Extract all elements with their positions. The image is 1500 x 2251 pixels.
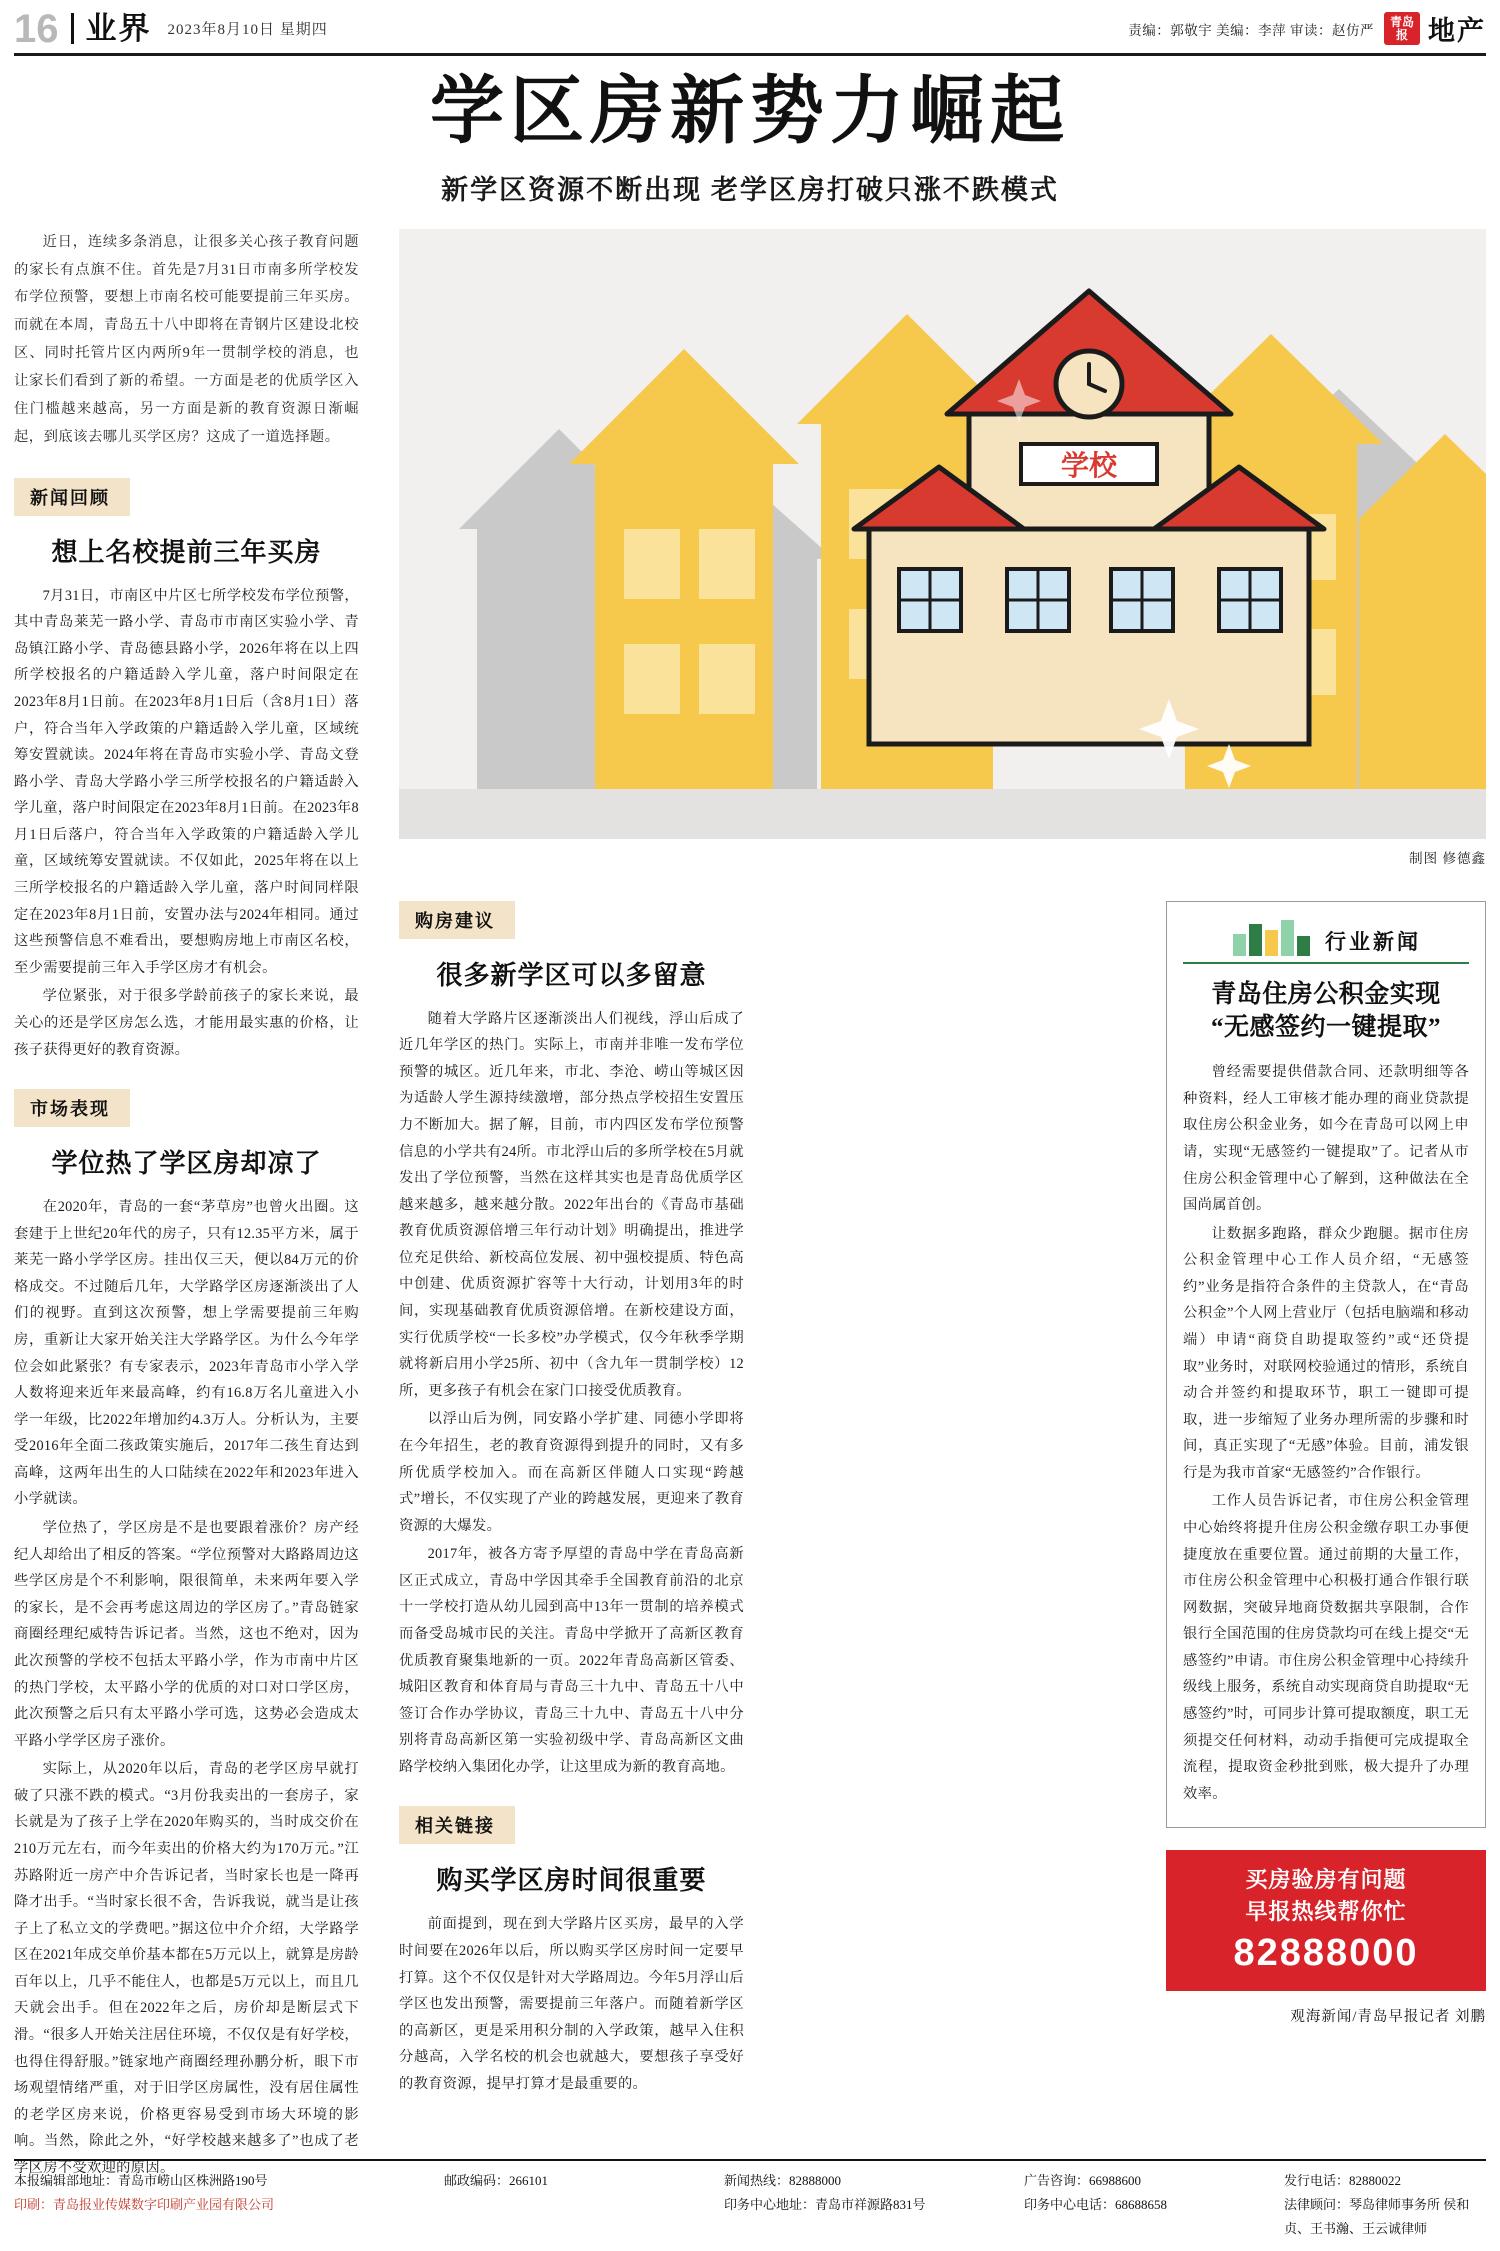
paragraph: 以浮山后为例，同安路小学扩建、同德小学即将在今年招生，老的教育资源得到提升的同时，又有多所优质学校加入。而在高新区伴随人口实现“跨越式”增长，不仅实现了产业的跨越发展，更迎来了教育资源的大爆发。 xyxy=(399,1411,744,1534)
article-byline: 观海新闻/青岛早报记者 刘鹏 xyxy=(1290,2009,1486,2026)
hotline-banner[interactable] xyxy=(1166,1850,1486,1991)
footer-legal-counsel: 法律顾问：琴岛律师事务所 侯和贞、王书瀚、王云诚律师 xyxy=(1284,2196,1470,2236)
section-tag-news-review: 新闻回顾 xyxy=(14,478,130,516)
footer-postal-code: 邮政编码：266101 xyxy=(444,2172,549,2188)
paragraph: 曾经需要提供借款合同、还款明细等各种资料，经人工审核才能办理的商业贷款提取住房公积金业务，如今在青岛可以网上申请，实现“无感签约一键提取”了。记者从市住房公积金管理中心了解到，这种做法在全国尚属首创。 xyxy=(1183,1064,1469,1214)
footer-distribution-phone: 发行电话：82880022 xyxy=(1284,2172,1402,2188)
footer-spacer xyxy=(444,2193,724,2241)
paragraph: 随着大学路片区逐渐淡出人们视线，浮山后成了近几年学区的热门。实际上，市南并非唯一发布学位预警的城区。近几年来，市北、李沧、崂山等城区因为适龄人学生源持续激增，部分热点学校招生安置压力不断加大。据了解，目前，市内四区发布学位预警信息的小学共有24所。市北浮山后的多所学校在5月就发出了学位预警，当然在这样其实也是青岛优质学区越来越多，越来越分散。2022年出台的《青岛市基础教育优质资源倍增三年行动计划》明确提出，推进学位充足供给、新校高位发展、初中强校提质、特色高中创建、优质资源扩容等十大行动，计划用3年的时间，实现基础教育优质资源倍增。在新校建设方面，实行优质学校“一长多校”办学模式，仅今年秋季学期就将新启用小学25所、初中（含九年一贯制学校）12所，更多孩子有机会在家门口接受优质教育。 xyxy=(399,1010,744,1399)
column-2 xyxy=(399,901,744,2100)
section-title-buying-advice: 很多新学区可以多留意 xyxy=(436,960,707,990)
paragraph: 前面提到，现在到大学路片区买房，最早的入学时间要在2026年以后，所以购买学区房时间一定要早打算。这个不仅仅是针对大学路周边。今年5月浮山后学区也发出预警，需要提前三年落户。而随着新学区的高新区，更是采用积分制的入学政策，越早入住积分越高，入学名校的机会也就越大，要想孩子享受好的教育资源，提早打算才是最重要的。 xyxy=(399,1916,744,2092)
city-skyline-icon xyxy=(1231,916,1317,956)
paragraph: 工作人员告诉记者，市住房公积金管理中心始终将提升住房公积金缴存职工办事便捷度放在重要位置。通过前期的大量工作，市住房公积金管理中心积极打通合作银行联网数据，突破异地商贷数据共享限制，合作银行全国范围的住房贷款均可在线上提交“无感签约”申请。市住房公积金管理中心持续升级线上服务，系统自动实现商贷自助提取“无感签约”时，可同步计算可提取额度，职工无须提交任何材料，动动手指便可完成提取全流程，提取资金秒批到账，极大提升了办理效率。 xyxy=(1183,1493,1469,1802)
column-1 xyxy=(14,229,359,2184)
issue-date: 2023年8月10日 星期四 xyxy=(167,22,328,38)
footer-printer: 印刷：青岛报业传媒数字印刷产业园有限公司 xyxy=(14,2196,275,2212)
logo-line-1: 青岛 xyxy=(1389,14,1414,29)
article-lead: 近日，连续多条消息，让很多关心孩子教育问题的家长有点旗不住。首先是7月31日市南多所学校发布学位预警，要想上市南名校可能要提前三年买房。而就在本周，青岛五十八中即将在青钢片区建设北校区、同时托管片区内两所9年一贯制学校的消息，也让家长们看到了新的希望。一方面是老的优质学区入住门槛越来越高，另一方面是新的教育资源日渐崛起，到底该去哪儿买学区房？这成了一道选择题。 xyxy=(14,233,359,445)
hotline-line-2: 早报热线帮你忙 xyxy=(1245,1899,1407,1925)
paragraph: 在2020年，青岛的一套“茅草房”也曾火出圈。这套建于上世纪20年代的房子，只有12.35平方米，属于莱芜一路小学学区房。挂出仅三天，便以84万元的价格成交。不过随后几年，大学路学区房逐渐淡出了人们的视野。直到这次预警，想上学需要提前三年购房，重新让大家开始关注大学路学区。为什么今年学位会如此紧张？有专家表示，2023年青岛市小学入学人数将迎来近年来最高峰，约有16.8万名儿童进入小学一年级，比2022年增加约4.3万人。分析认为，主要受2016年全面二孩政策实施后，2017年二孩生育达到高峰，这两年出生的人口陆续在2022年和2023年进入小学就读。 xyxy=(14,1199,359,1508)
brand-subsection: 地产 xyxy=(1428,16,1486,46)
hotline-line-1: 买房验房有问题 xyxy=(1245,1867,1407,1893)
illustration-credit: 制图 修德鑫 xyxy=(1409,850,1486,866)
industry-news-header xyxy=(1183,916,1469,964)
newspaper-logo-icon xyxy=(1384,12,1420,45)
sidebar-title-line-2: “无感签约一键提取” xyxy=(1210,1014,1441,1042)
page-subtitle: 新学区资源不断出现 老学区房打破只涨不跌模式 xyxy=(441,174,1059,205)
footer-print-center-phone: 印务中心电话：68688658 xyxy=(1024,2196,1168,2212)
paragraph: 7月31日，市南区中片区七所学校发布学位预警，其中青岛莱芜一路小学、青岛市市南区实验小学、青岛镇江路小学、青岛德县路小学，2026年将在以上四所学校报名的户籍适龄入学儿童，落户时间限定在2023年8月1日前。在2023年8月1日后（含8月1日）落户，符合当年入学政策的户籍适龄入学儿童，区域统筹安置就读。2024年将在青岛市实验小学、青岛文登路小学、青岛大学路小学三所学校报名的户籍适龄入学儿童，落户时间限定在2023年8月1日前。在2023年8月1日后落户，符合当年入学政策的户籍适龄入学儿童，区域统筹安置就读。不仅如此，2025年将在以上三所学校报名的户籍适龄入学儿童，落户时间同样限定在2023年8月1日前，安置办法与2024年相同。通过这些预警信息不难看出，要想购房地上市南区名校，至少需要提前三年入手学区房才有机会。 xyxy=(14,587,359,976)
illustration-block xyxy=(399,229,1486,867)
footer-editorial-address: 本报编辑部地址：青岛市崂山区株洲路190号 xyxy=(14,2172,268,2188)
industry-news-label: 行业新闻 xyxy=(1325,929,1421,954)
paragraph: 实际上，从2020年以后，青岛的老学区房早就打破了只涨不跌的模式。“3月份我卖出的一套房子，家长就是为了孩子上学在2020年购买的，当时成交价在210万元左右，而今年卖出的价格大约为170万元。”江苏路附近一房产中介告诉记者，当时家长也是一降再降才出手。“当时家长很不舍，告诉我说，就当是让孩子上了私立文的学费吧。”据这位中介介绍，大学路学区在2021年成交单价基本都在5万元以上，就算是房龄百年以上，几乎不能住人，也都是5万元以上，而且几天就会出手。但在2022年之后，房价却是断层式下滑。“很多人开始关注居住环境，不仅仅是有好学校，也得住得舒服。”链家地产商圈经理孙鹏分析，眼下市场观望情绪严重，对于旧学区房属性，没有居住属性的老学区房来说，价格更容易受到市场大环境的影响。当然，除此之外，“好学校越来越多了”也成了老学区房不受欢迎的原因。 xyxy=(14,1761,359,2176)
paragraph: 学位紧张，对于很多学龄前孩子的家长来说，最关心的还是学区房怎么选，才能用最实惠的价格，让孩子获得更好的教育资源。 xyxy=(14,988,359,1058)
footer-row-1 xyxy=(14,2169,1486,2193)
section-title-related-link: 购买学区房时间很重要 xyxy=(436,1866,707,1896)
column-4-sidebar xyxy=(1166,901,1486,2026)
logo-line-2: 报 xyxy=(1395,27,1408,42)
school-illustration xyxy=(399,229,1486,839)
paragraph: 学位热了，学区房是不是也要跟着涨价？房产经纪人却给出了相反的答案。“学位预警对大路路周边这些学区房是个不利影响，限很简单，未来两年要入学的家长，是不会再考虑这周边的学区房了。”青岛链家商圈经理纪威特告诉记者。当然，这也不绝对，因为此次预警的学校不包括太平路小学，作为市南中片区的热门学校，太平路小学的优质的对口对口学区房，此次预警之后只有太平路小学可选，这势必会造成太平路小学学区房子涨价。 xyxy=(14,1520,359,1749)
article-body xyxy=(14,229,1486,2176)
footer-ad-inquiry: 广告咨询：66988600 xyxy=(1024,2172,1142,2188)
paragraph: 2017年，被各方寄予厚望的青岛中学在青岛高新区正式成立，青岛中学因其牵手全国教育前沿的北京十一学校打造从幼儿园到高中13年一贯制的培养模式而备受岛城市民的关注。青岛中学掀开了高新区教育优质教育聚集地新的一页。2022年青岛高新区管委、城阳区教育和体育局与青岛三十九中、青岛五十八中签订合作办学协议，青岛三十九中、青岛五十八中分别将青岛高新区第一实验初级中学、青岛高新区文曲路学校纳入集团化办学，让这里成为新的教育高地。 xyxy=(399,1546,744,1775)
paragraph: 让数据多跑路，群众少跑腿。据市住房公积金管理中心工作人员介绍，“无感签约”业务是指符合条件的主贷款人，在“青岛公积金”个人网上营业厅（包括电脑端和移动端）申请“商贷自助提取签约”或“还贷提取”业务时，对联网校验通过的情形，系统自动合并签约和提取环节，职工一键即可提取，进一步缩短了业务办理所需的步骤和时间，真正实现了“无感”体验。目前，浦发银行是为我市首家“无感签约”合作银行。 xyxy=(1183,1225,1469,1481)
footer-print-center-address: 印务中心地址：青岛市祥源路831号 xyxy=(724,2196,926,2212)
school-sign-text: 学校 xyxy=(1060,450,1118,482)
headline-block xyxy=(0,71,1500,207)
section-name: 业界 xyxy=(71,13,152,44)
page-title: 学区房新势力崛起 xyxy=(430,71,1070,153)
editorial-credits: 责编：郭敬宇 美编：李萍 审读：赵仿严 xyxy=(1128,22,1374,38)
sidebar-title-line-1: 青岛住房公积金实现 xyxy=(1211,980,1441,1008)
brand xyxy=(1384,9,1486,48)
section-title-news-review: 想上名校提前三年买房 xyxy=(51,537,322,567)
hotline-number: 82888000 xyxy=(1233,1932,1419,1975)
footer-news-hotline: 新闻热线：82888000 xyxy=(724,2172,842,2188)
section-tag-buying-advice: 购房建议 xyxy=(399,901,515,939)
section-title-market: 学位热了学区房却凉了 xyxy=(51,1149,322,1179)
section-tag-related-link: 相关链接 xyxy=(399,1806,515,1844)
page-footer xyxy=(14,2159,1486,2241)
school-illustration-svg xyxy=(399,229,1486,839)
footer-row-2 xyxy=(14,2193,1486,2241)
masthead xyxy=(14,8,1486,56)
section-tag-market: 市场表现 xyxy=(14,1089,130,1127)
sidebar-title xyxy=(1183,978,1469,1046)
industry-news-box xyxy=(1166,901,1486,1829)
page-number: 16 xyxy=(14,6,59,51)
